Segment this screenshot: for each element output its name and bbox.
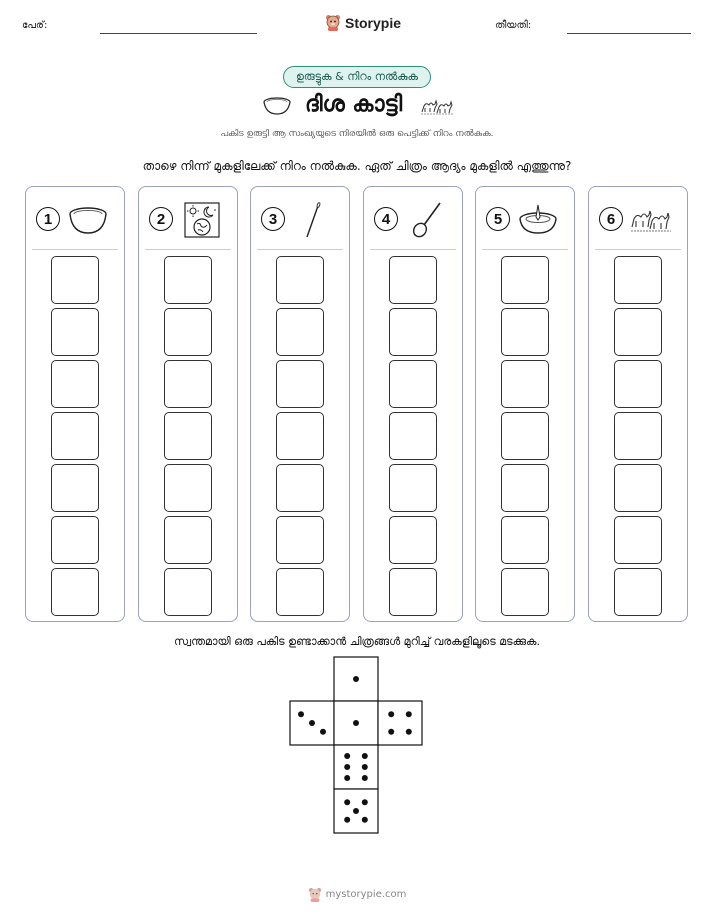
column-divider [145, 249, 231, 250]
dice-pip [388, 711, 394, 717]
color-box[interactable] [389, 256, 437, 304]
color-box[interactable] [164, 256, 212, 304]
spoon-icon [404, 201, 448, 239]
brand-name: Storypie [345, 14, 402, 31]
color-box[interactable] [501, 308, 549, 356]
dice-pip [298, 711, 304, 717]
footer [0, 887, 714, 902]
column-divider [482, 249, 568, 250]
brand-logo [325, 14, 401, 31]
dice-pip [362, 753, 368, 759]
color-box[interactable] [51, 308, 99, 356]
dice-pip [320, 729, 326, 735]
color-box[interactable] [276, 516, 324, 564]
color-box[interactable] [501, 464, 549, 512]
dice-face [334, 657, 378, 701]
dice-face [334, 745, 378, 789]
color-box[interactable] [276, 256, 324, 304]
fold-instruction: സ്വന്തമായി ഒരു പകിട ഉണ്ടാക്കാൻ ചിത്രങ്ങൾ മുറിച്ച് വരകളിലൂടെ മടക്കുക. [174, 635, 540, 648]
name-line[interactable] [100, 33, 257, 34]
column-header [589, 187, 687, 249]
color-box[interactable] [164, 412, 212, 460]
bear-mascot-icon [308, 887, 322, 902]
dice-pip [353, 808, 359, 814]
dice-pip [362, 764, 368, 770]
color-box[interactable] [501, 256, 549, 304]
color-box[interactable] [276, 464, 324, 512]
date-line[interactable] [567, 33, 691, 34]
color-box[interactable] [164, 360, 212, 408]
color-box[interactable] [276, 568, 324, 616]
color-box[interactable] [164, 464, 212, 512]
color-box[interactable] [614, 568, 662, 616]
column-1 [25, 186, 125, 622]
column-number: 6 [599, 207, 623, 231]
dice-face [290, 701, 334, 745]
column-header [26, 187, 124, 249]
color-box[interactable] [614, 412, 662, 460]
column-4 [363, 186, 463, 622]
date-label: തീയതി: [495, 20, 532, 31]
column-number: 3 [261, 207, 285, 231]
column-header [251, 187, 349, 249]
color-box[interactable] [614, 516, 662, 564]
dice-face [334, 789, 378, 833]
color-box[interactable] [389, 516, 437, 564]
color-box[interactable] [164, 568, 212, 616]
color-box[interactable] [164, 516, 212, 564]
footer-url[interactable]: mystorypie.com [325, 889, 407, 900]
color-box[interactable] [501, 516, 549, 564]
color-box[interactable] [276, 308, 324, 356]
column-divider [257, 249, 343, 250]
activity-badge: ഉരുട്ടുക & നിറം നൽകുക [283, 66, 431, 88]
dice-face [378, 701, 422, 745]
dice-pip [406, 711, 412, 717]
name-label: പേര്: [22, 20, 48, 31]
color-box[interactable] [164, 308, 212, 356]
column-3 [250, 186, 350, 622]
subtitle: പകിട ഉരുട്ടി ആ സംഖ്യയുടെ നിരയിൽ ഒരു പെട്ടിക്ക് നിറം നൽകുക. [220, 129, 494, 139]
camels-icon [629, 201, 673, 239]
column-header [364, 187, 462, 249]
column-header [139, 187, 237, 249]
color-box[interactable] [389, 360, 437, 408]
dice-pip [344, 753, 350, 759]
color-box[interactable] [614, 308, 662, 356]
dice-pip [309, 720, 315, 726]
column-number: 5 [486, 207, 510, 231]
color-box[interactable] [389, 464, 437, 512]
bear-mascot-icon [325, 14, 341, 31]
day-night-earth-icon [179, 201, 223, 239]
color-box[interactable] [614, 256, 662, 304]
dice-pip [344, 775, 350, 781]
color-box[interactable] [276, 360, 324, 408]
color-box[interactable] [276, 412, 324, 460]
column-divider [32, 249, 118, 250]
dice-pip [344, 799, 350, 805]
column-header [476, 187, 574, 249]
color-box[interactable] [614, 464, 662, 512]
page-title: ദിശ കാട്ടി [305, 92, 403, 117]
column-divider [370, 249, 456, 250]
dice-pip [353, 720, 359, 726]
bowl-icon [262, 96, 292, 116]
bowl-icon [66, 201, 110, 239]
color-box[interactable] [389, 412, 437, 460]
column-number: 4 [374, 207, 398, 231]
dice-pip [362, 775, 368, 781]
dice-pip [388, 729, 394, 735]
column-5 [475, 186, 575, 622]
question: താഴെ നിന്ന് മുകളിലേക്ക് നിറം നൽകുക. ഏത് ചിത്രം ആദ്യം മുകളിൽ എത്തുന്നു? [142, 159, 572, 173]
color-box[interactable] [389, 308, 437, 356]
camels-icon [420, 96, 454, 116]
column-2 [138, 186, 238, 622]
compass-bowl-icon [516, 201, 560, 239]
color-box[interactable] [51, 568, 99, 616]
dice-pip [344, 817, 350, 823]
dice-pip [362, 799, 368, 805]
column-divider [595, 249, 681, 250]
needle-icon [291, 201, 335, 239]
color-box[interactable] [614, 360, 662, 408]
color-box[interactable] [501, 568, 549, 616]
color-box[interactable] [51, 464, 99, 512]
dice-net [288, 655, 428, 837]
color-box[interactable] [501, 412, 549, 460]
color-box[interactable] [51, 360, 99, 408]
color-box[interactable] [51, 516, 99, 564]
column-6 [588, 186, 688, 622]
color-box[interactable] [501, 360, 549, 408]
color-box[interactable] [51, 412, 99, 460]
dice-pip [353, 676, 359, 682]
dice-pip [362, 817, 368, 823]
column-number: 1 [36, 207, 60, 231]
dice-pip [406, 729, 412, 735]
dice-face [334, 701, 378, 745]
color-box[interactable] [51, 256, 99, 304]
column-number: 2 [149, 207, 173, 231]
color-box[interactable] [389, 568, 437, 616]
dice-pip [344, 764, 350, 770]
